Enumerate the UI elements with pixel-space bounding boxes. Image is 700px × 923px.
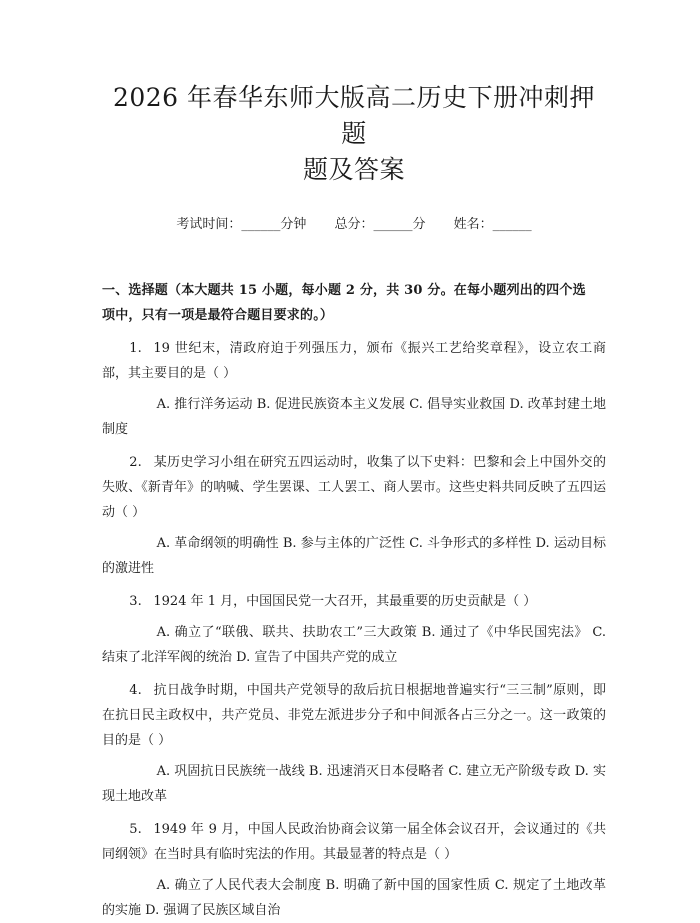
question-stem <box>102 678 606 753</box>
question-stem <box>102 450 606 525</box>
question-5 <box>102 817 606 923</box>
question-text: 某历史学习小组在研究五四运动时，收集了以下史料：巴黎和会上中国外交的失败、《新青年》的呐喊、学生罢课、工人罢工、商人罢市。这些史料共同反映了五四运动（ ） <box>102 455 606 520</box>
question-number: 4. <box>129 683 142 698</box>
question-number: 5. <box>129 822 142 837</box>
section-heading <box>102 278 606 328</box>
question-text: 1949 年 9 月，中国人民政治协商会议第一届全体会议召开，会议通过的《共同纲领》在当时具有临时宪法的作用。其最显著的特点是（ ） <box>102 822 606 862</box>
question-options: A. 确立了“联俄、联共、扶助农工”三大政策 B. 通过了《中华民国宪法》 C. 结束了北洋军阀的统治 D. 宣告了中国共产党的成立 <box>102 625 606 665</box>
question-number: 2. <box>129 455 142 470</box>
exam-time-field: 考试时间：______分钟 <box>176 217 307 232</box>
exam-title-line-2: 题及答案 <box>302 155 405 184</box>
question-stem <box>102 817 606 867</box>
question-options: A. 革命纲领的明确性 B. 参与主体的广泛性 C. 斗争形式的多样性 D. 运动目标的激进性 <box>102 536 606 576</box>
question-3 <box>102 589 606 670</box>
question-4 <box>102 678 606 809</box>
question-stem <box>102 336 606 386</box>
question-options: A. 巩固抗日民族统一战线 B. 迅速消灭日本侵略者 C. 建立无产阶级专政 D. 实现土地改革 <box>102 764 606 804</box>
question-text: 抗日战争时期，中国共产党领导的敌后抗日根据地普遍实行“三三制”原则，即在抗日民主政权中，共产党员、非党左派进步分子和中间派各占三分之一。这一政策的目的是（ ） <box>102 683 606 748</box>
exam-name-field: 姓名：______ <box>453 217 532 232</box>
exam-meta <box>102 216 606 234</box>
question-number: 3. <box>129 594 142 609</box>
question-text: 19 世纪末，清政府迫于列强压力，颁布《振兴工艺给奖章程》，设立农工商部，其主要目的是（ ） <box>102 341 606 381</box>
question-1 <box>102 336 606 442</box>
question-number: 1. <box>129 341 142 356</box>
question-2 <box>102 450 606 581</box>
question-stem <box>102 589 606 614</box>
exam-title <box>102 0 606 188</box>
question-options: A. 确立了人民代表大会制度 B. 明确了新中国的国家性质 C. 规定了土地改革的实施 D. 强调了民族区域自治 <box>102 878 606 918</box>
exam-score-field: 总分：______分 <box>334 217 426 232</box>
exam-title-line-1: 2026 年春华东师大版高二历史下册冲刺押题 <box>112 83 596 148</box>
question-options: A. 推行洋务运动 B. 促进民族资本主义发展 C. 倡导实业救国 D. 改革封建土地制度 <box>102 397 606 437</box>
section-heading-line-1: 一、选择题（本大题共 15 小题，每小题 2 分，共 30 分。在每小题列出的四个选 <box>102 283 586 298</box>
question-text: 1924 年 1 月，中国国民党一大召开，其最重要的历史贡献是（ ） <box>153 594 537 609</box>
section-heading-line-2: 项中，只有一项是最符合题目要求的。） <box>102 308 334 323</box>
